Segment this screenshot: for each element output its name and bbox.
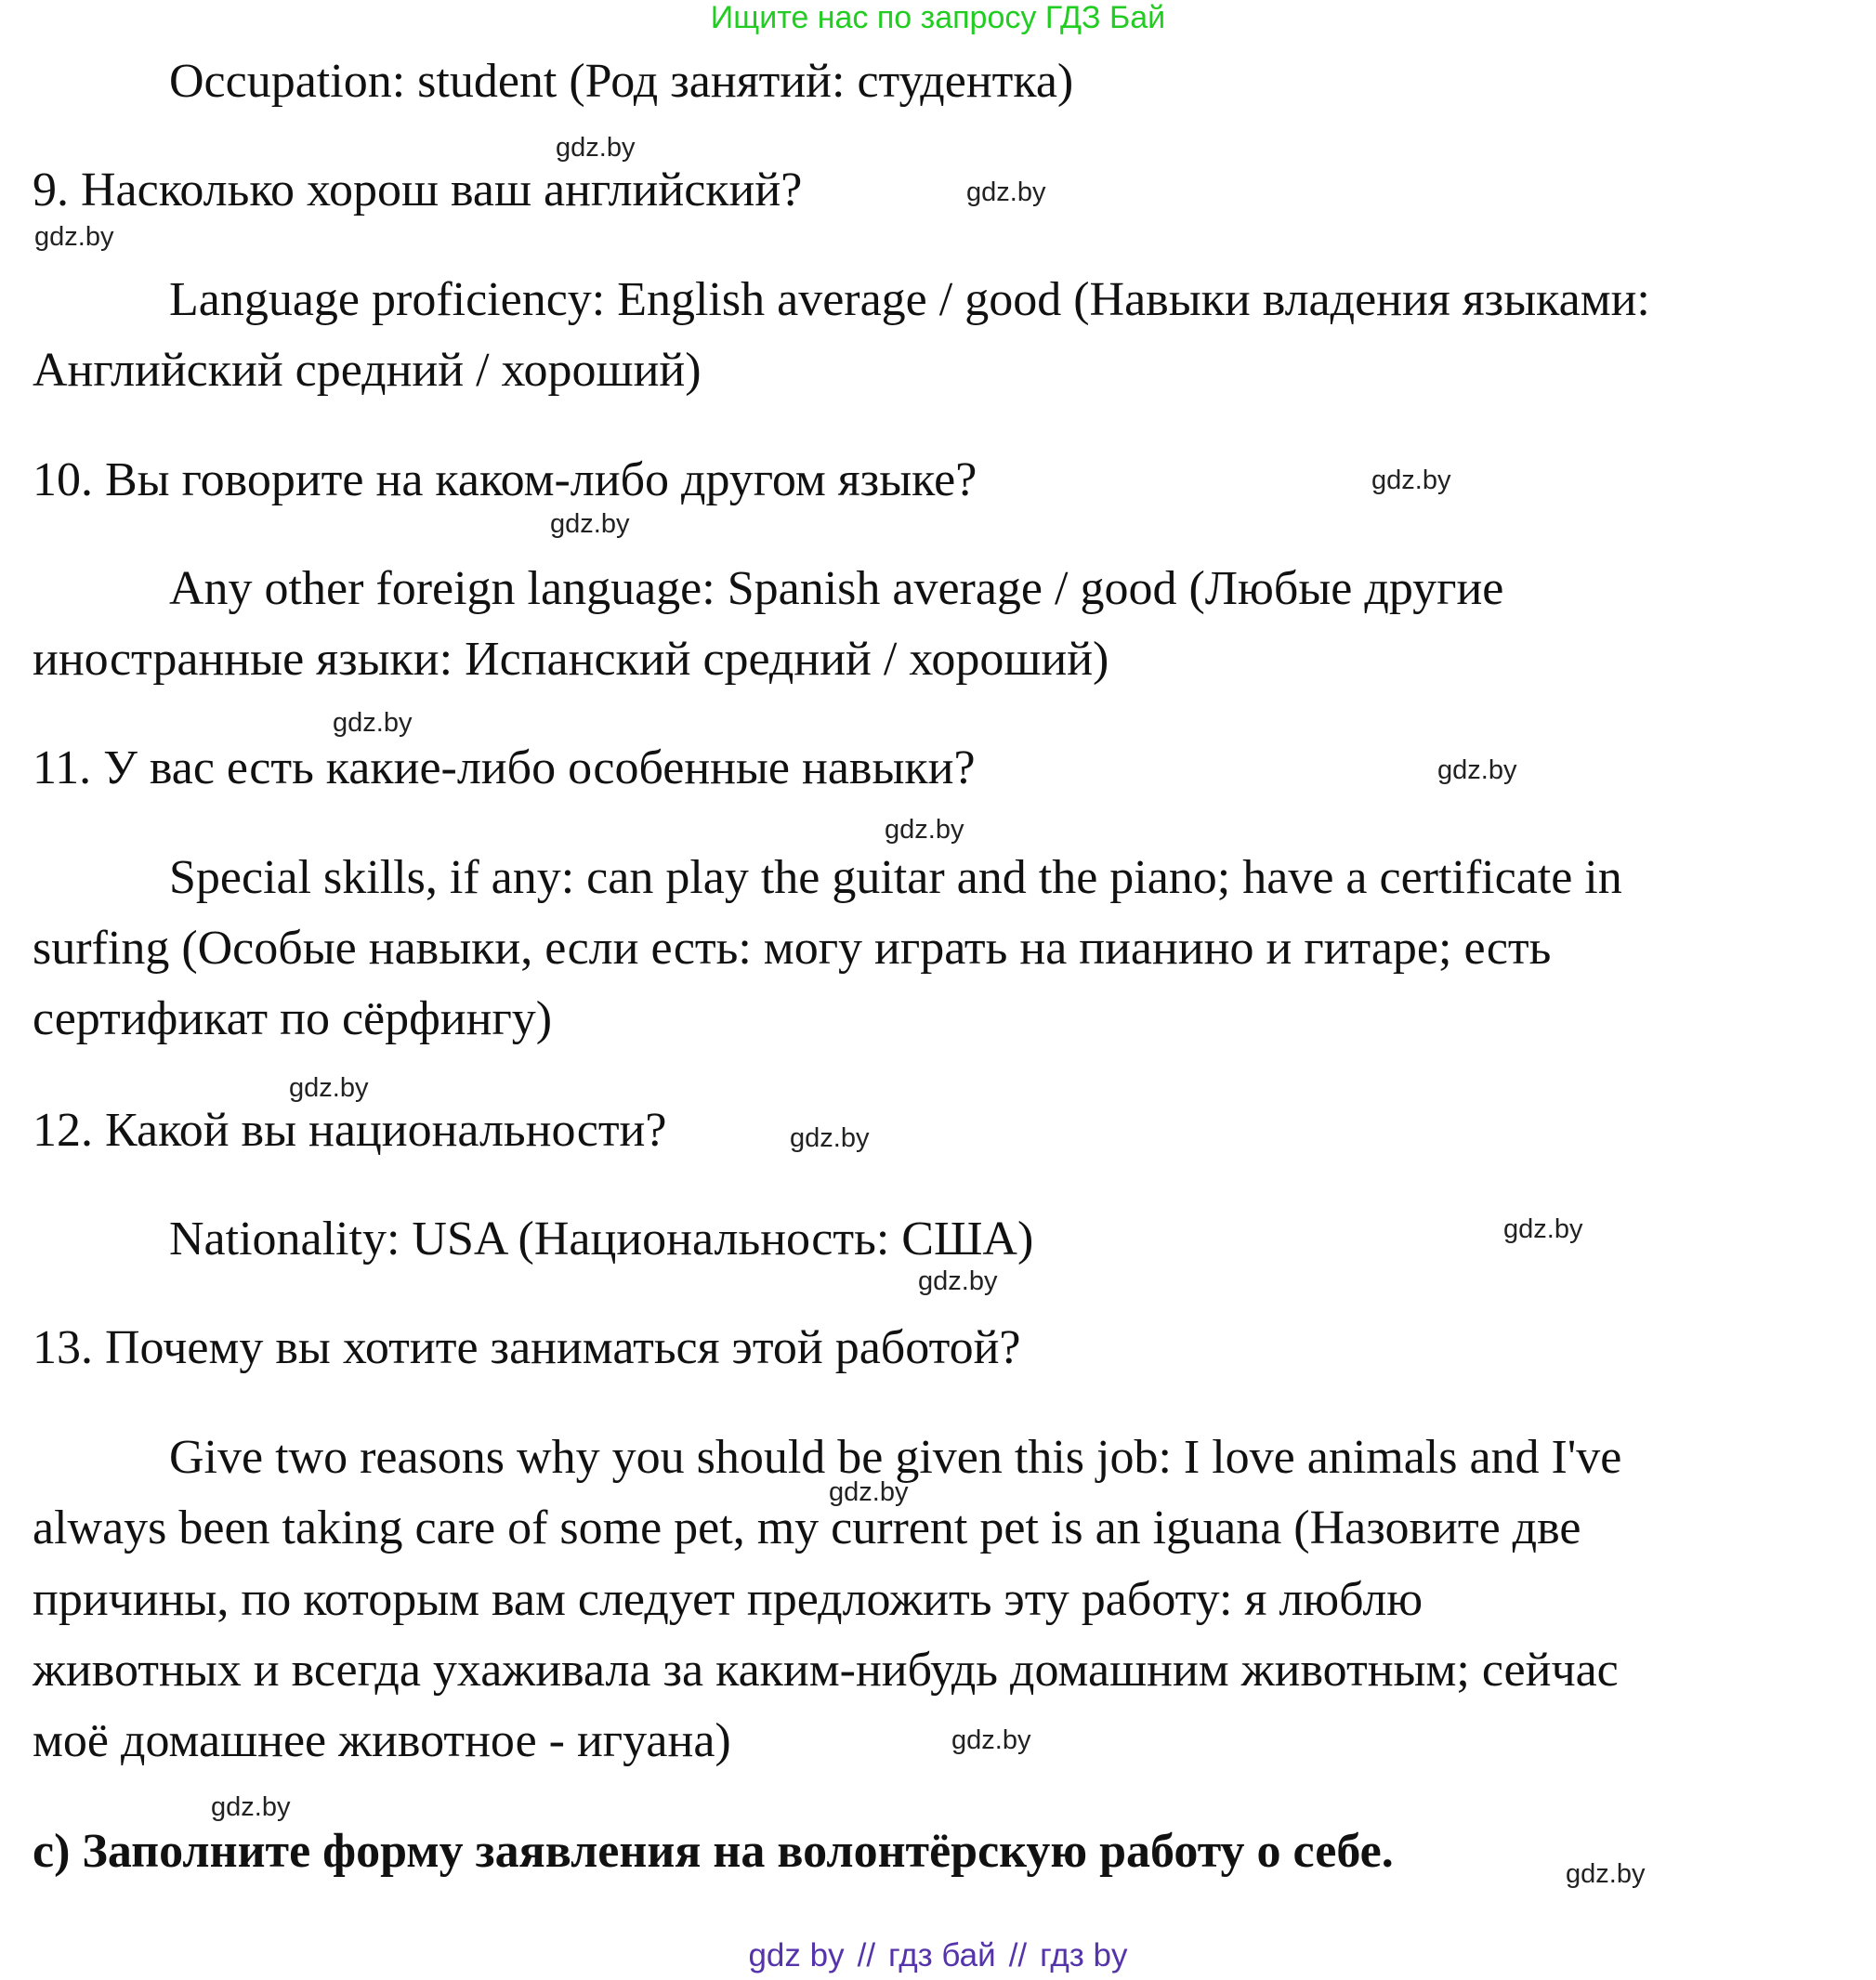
watermark: gdz.by bbox=[34, 222, 114, 252]
watermark: gdz.by bbox=[1371, 465, 1451, 495]
nationality-line: Nationality: USA (Национальность: США) bbox=[169, 1213, 1034, 1265]
watermark: gdz.by bbox=[289, 1073, 369, 1103]
watermark: gdz.by bbox=[790, 1123, 870, 1153]
watermark: gdz.by bbox=[966, 177, 1046, 207]
watermark: gdz.by bbox=[918, 1266, 998, 1296]
watermark: gdz.by bbox=[1437, 755, 1517, 785]
bottom-banner-separator: // bbox=[857, 1937, 876, 1973]
special-skills-line-3: сертификат по сёрфингу) bbox=[33, 992, 553, 1045]
bottom-banner-part-1: gdz by bbox=[748, 1937, 845, 1973]
question-10: 10. Вы говорите на каком-либо другом языке? bbox=[33, 453, 977, 506]
top-banner: Ищите нас по запросу ГДЗ Бай bbox=[710, 0, 1166, 35]
bottom-banner-separator: // bbox=[1008, 1937, 1028, 1973]
reasons-line-5: моё домашнее животное - игуана) bbox=[33, 1714, 731, 1767]
special-skills-line-2: surfing (Особые навыки, если есть: могу играть на пианино и гитаре; есть bbox=[33, 922, 1552, 975]
occupation-line: Occupation: student (Род занятий: студентка) bbox=[169, 55, 1074, 108]
foreign-language-line-2: иностранные языки: Испанский средний / хороший) bbox=[33, 633, 1109, 686]
special-skills-line-1: Special skills, if any: can play the guitar and the piano; have a certificate in bbox=[169, 851, 1622, 904]
watermark: gdz.by bbox=[885, 815, 964, 845]
task-c-heading: c) Заполните форму заявления на волонтёрскую работу о себе. bbox=[33, 1825, 1394, 1878]
watermark: gdz.by bbox=[829, 1477, 909, 1507]
question-12: 12. Какой вы национальности? bbox=[33, 1104, 667, 1157]
bottom-banner-part-2: гдз бай bbox=[888, 1937, 996, 1973]
reasons-line-2: always been taking care of some pet, my current pet is an iguana (Назовите две bbox=[33, 1501, 1581, 1554]
bottom-banner-part-3: гдз by bbox=[1040, 1937, 1128, 1973]
question-11: 11. У вас есть какие-либо особенные навыки? bbox=[33, 741, 976, 794]
bottom-banner bbox=[0, 1937, 1876, 1974]
question-13: 13. Почему вы хотите заниматься этой работой? bbox=[33, 1321, 1021, 1374]
watermark: gdz.by bbox=[1503, 1214, 1583, 1244]
question-9: 9. Насколько хорош ваш английский? bbox=[33, 164, 803, 216]
watermark: gdz.by bbox=[1566, 1859, 1646, 1889]
reasons-line-1: Give two reasons why you should be given this job: I love animals and I've bbox=[169, 1431, 1622, 1484]
watermark: gdz.by bbox=[550, 509, 630, 539]
watermark: gdz.by bbox=[951, 1725, 1031, 1755]
language-proficiency-line-1: Language proficiency: English average / good (Навыки владения языками: bbox=[169, 273, 1650, 326]
watermark: gdz.by bbox=[333, 708, 413, 738]
watermark: gdz.by bbox=[211, 1792, 291, 1822]
language-proficiency-line-2: Английский средний / хороший) bbox=[33, 344, 702, 397]
reasons-line-3: причины, по которым вам следует предложить эту работу: я люблю bbox=[33, 1573, 1423, 1626]
foreign-language-line-1: Any other foreign language: Spanish average / good (Любые другие bbox=[169, 562, 1504, 615]
watermark: gdz.by bbox=[556, 133, 636, 163]
reasons-line-4: животных и всегда ухаживала за каким-нибудь домашним животным; сейчас bbox=[33, 1644, 1619, 1697]
